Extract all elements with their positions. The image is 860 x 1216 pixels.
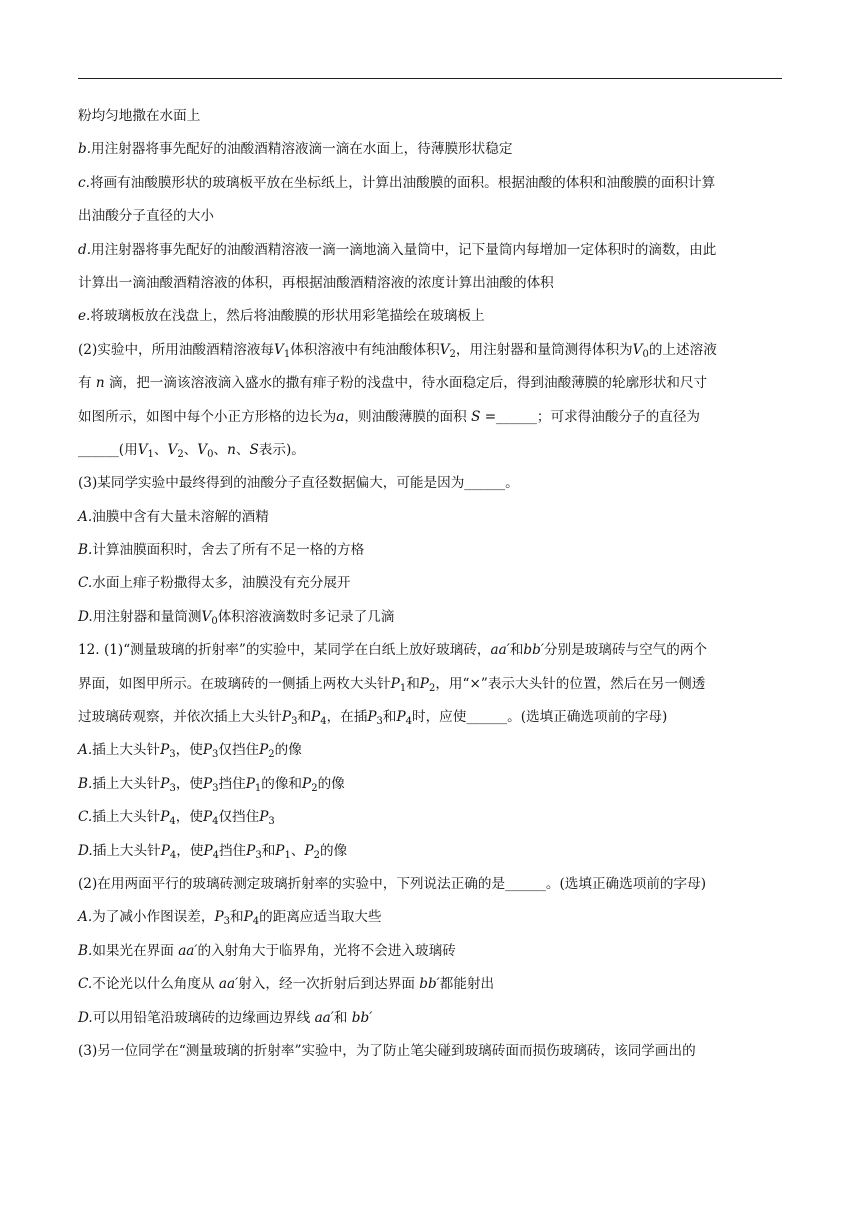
option-label: C. — [78, 809, 93, 826]
q12-text: ，在插 — [326, 709, 368, 726]
var-p: P — [160, 809, 170, 826]
var-n: n — [227, 441, 236, 458]
option-text: 挡住 — [218, 842, 247, 859]
q3-text: (3)某同学实验中最终得到的油酸分子直径数据偏大，可能是因为 — [78, 475, 465, 492]
option-text: ，使 — [175, 742, 203, 759]
option-text: 仅挡住 — [218, 809, 260, 826]
var-p: P — [160, 842, 170, 859]
q2-text: 滴，把一滴该溶液滴入盛水的撒有痱子粉的浅盘中，待水面稳定后，得到油酸薄膜的轮廓形状和尺寸 — [109, 375, 708, 392]
var-p: P — [246, 842, 256, 859]
sub-3: 3 — [169, 782, 176, 794]
sub-0: 0 — [207, 448, 214, 460]
header-rule — [78, 78, 782, 79]
var-p: P — [203, 842, 213, 859]
var-p: P — [245, 775, 255, 792]
q2-text: 有 — [78, 375, 92, 392]
option-text: 的像和 — [261, 775, 303, 792]
q12-text: 和 — [406, 675, 420, 692]
var-a: a — [336, 408, 345, 425]
sub-0: 0 — [642, 348, 649, 360]
option-text: 插上大头针 — [92, 775, 161, 792]
option-label: D. — [78, 608, 93, 625]
q2-text: (用 — [118, 441, 138, 458]
var-p: P — [202, 742, 212, 759]
option-text: 和 — [333, 1009, 352, 1026]
option-text: 不论光以什么角度从 — [92, 976, 219, 993]
q12-text: 过玻璃砖观察，并依次插上大头针 — [78, 709, 282, 726]
sub-3: 3 — [212, 782, 219, 794]
step-label: b. — [78, 141, 92, 158]
option-text: 如果光在界面 — [92, 942, 179, 959]
option-text: ，使 — [175, 775, 203, 792]
q12-text: ，用“×”表示大头针的位置，然后在另一侧透 — [435, 675, 706, 692]
sub-1: 1 — [283, 348, 291, 360]
q12-line-1 — [78, 640, 784, 660]
var-s: S — [471, 408, 481, 425]
option-text: 的像 — [319, 842, 348, 859]
answer-blank[interactable]: ______ — [505, 875, 546, 892]
var-p: P — [367, 709, 377, 726]
q12-2-option-b[interactable] — [78, 941, 784, 961]
option-c[interactable] — [78, 573, 784, 593]
option-text: 用注射器和量筒测 — [92, 608, 202, 625]
q2-line-3 — [78, 407, 784, 427]
sub-1: 1 — [147, 448, 154, 460]
var-s: S — [249, 441, 259, 458]
q2-text: ，用注射器和量筒测得体积为 — [455, 341, 633, 358]
sub-4: 4 — [212, 849, 219, 861]
option-text: 计算油膜面积时，舍去了所有不足一格的方格 — [92, 542, 365, 559]
q2-text: 如图所示，如图中每个小正方形格的边长为 — [78, 408, 337, 425]
sub-3: 3 — [268, 816, 275, 828]
sub-3: 3 — [291, 716, 298, 728]
q2-text: 表示)。 — [258, 441, 305, 458]
text-line: 计算出一滴油酸酒精溶液的体积，再根据油酸酒精溶液的浓度计算出油酸的体积 — [78, 274, 554, 291]
step-text: 用注射器将事先配好的油酸酒精溶液一滴一滴地滴入量筒中，记下量筒内每增加一定体积时的滴数，由此 — [91, 241, 717, 258]
q12-line-2 — [78, 674, 784, 694]
q2-text: 体积溶液中有纯油酸体积 — [290, 341, 440, 358]
sep: 、 — [235, 441, 250, 458]
option-text: 仅挡住 — [218, 742, 260, 759]
var-bb: bb′ — [351, 1009, 373, 1026]
var-p: P — [259, 809, 269, 826]
option-text: 插上大头针 — [92, 842, 161, 859]
sep: 、 — [153, 441, 168, 458]
var-v0: V — [201, 608, 212, 625]
q12-3-stem: (3)另一位同学在“测量玻璃的折射率”实验中，为了防止笔尖碰到玻璃砖面而损伤玻璃砖，该同学画出的 — [78, 1042, 696, 1059]
sub-2: 2 — [449, 348, 456, 360]
var-v2: V — [167, 441, 178, 458]
option-text: 油膜中含有大量未溶解的酒精 — [92, 508, 269, 525]
sub-2: 2 — [177, 448, 184, 460]
sub-3: 3 — [376, 716, 383, 728]
option-label: C. — [78, 976, 93, 993]
var-p: P — [259, 742, 269, 759]
option-label: D. — [78, 1009, 93, 1026]
q12-2-text: 。(选填正确选项前的字母) — [545, 875, 706, 892]
q12-2-option-d[interactable] — [78, 1008, 784, 1028]
q2-line-4 — [78, 440, 784, 460]
step-label: d. — [78, 241, 92, 258]
q2-text: 的上述溶液 — [648, 341, 717, 358]
option-a[interactable] — [78, 507, 784, 527]
var-p: P — [302, 775, 312, 792]
var-v0: V — [632, 341, 643, 358]
var-v0: V — [197, 441, 208, 458]
option-label: B. — [78, 942, 93, 959]
option-text: 和 — [230, 909, 244, 926]
option-text: 的像 — [317, 775, 345, 792]
q12-text: 12. (1)“测量玻璃的折射率”的实验中，某同学在白纸上放好玻璃砖， — [78, 642, 491, 659]
q3-stem — [78, 473, 784, 493]
step-text: 将玻璃板放在浅盘上，然后将油酸膜的形状用彩笔描绘在玻璃板上 — [90, 308, 485, 325]
sub-3: 3 — [169, 749, 176, 761]
q2-text: (2)实验中，所用油酸酒精溶液每 — [78, 341, 274, 358]
var-aa: aa′ — [314, 1009, 334, 1026]
var-bb: bb′ — [419, 976, 440, 993]
option-label: A. — [78, 742, 93, 759]
option-text: 插上大头针 — [92, 742, 161, 759]
step-label: e. — [78, 308, 91, 325]
q2-line-1 — [78, 340, 784, 360]
q12-option-b[interactable] — [78, 774, 784, 794]
q2-line-2 — [78, 373, 784, 393]
answer-blank[interactable]: ______ — [78, 441, 119, 458]
var-p: P — [396, 709, 406, 726]
sub-4: 4 — [405, 716, 412, 728]
var-aa: aa′ — [490, 642, 510, 659]
sub-4: 4 — [252, 916, 260, 928]
q12-text: 时，应使 — [412, 709, 467, 726]
text-line: 出油酸分子直径的大小 — [78, 208, 214, 225]
q12-text: 分别是玻璃砖与空气的两个 — [543, 642, 708, 659]
option-text: 为了减小作图误差， — [92, 909, 215, 926]
option-text: 、 — [290, 842, 305, 859]
sep: 、 — [183, 441, 198, 458]
option-text: 的入射角大于临界角，光将不会进入玻璃砖 — [197, 942, 456, 959]
q3-text: 。 — [505, 475, 519, 492]
option-text: ，使 — [176, 842, 204, 859]
step-label: c. — [78, 174, 90, 191]
option-text: 都能射出 — [439, 976, 495, 993]
step-d — [78, 240, 784, 260]
sub-2: 2 — [311, 782, 318, 794]
var-p: P — [419, 675, 429, 692]
answer-blank[interactable]: ______ — [496, 408, 537, 425]
option-label: B. — [78, 542, 93, 559]
var-p: P — [160, 775, 170, 792]
option-text: 和 — [261, 842, 276, 859]
sub-1: 1 — [284, 849, 291, 861]
var-p: P — [202, 809, 213, 826]
var-p: P — [304, 842, 314, 859]
option-d[interactable] — [78, 607, 784, 627]
option-text: 可以用铅笔沿玻璃砖的边缘画边界线 — [92, 1009, 315, 1026]
text-line: 粉均匀地撒在水面上 — [78, 108, 201, 124]
sep: 、 — [213, 441, 228, 458]
q2-text: ，则油酸薄膜的面积 — [344, 408, 467, 425]
step-text: 用注射器将事先配好的油酸酒精溶液滴一滴在水面上，待薄膜形状稳定 — [91, 141, 513, 158]
sub-4: 4 — [320, 716, 327, 728]
var-p: P — [243, 909, 253, 926]
var-v1: V — [273, 341, 284, 358]
step-c — [78, 173, 784, 193]
q12-text: 和 — [382, 709, 397, 726]
option-b[interactable] — [78, 540, 784, 560]
q2-text: ；可求得油酸分子的直径为 — [536, 408, 701, 425]
q12-2-option-a[interactable] — [78, 907, 784, 927]
var-p: P — [281, 709, 292, 726]
option-text: 水面上痱子粉撒得太多，油膜没有充分展开 — [92, 575, 351, 592]
var-p: P — [160, 742, 170, 759]
q12-2-text: (2)在用两面平行的玻璃砖测定玻璃折射率的实验中，下列说法正确的是 — [78, 875, 506, 892]
sub-4: 4 — [169, 816, 176, 828]
step-text: 将画有油酸膜形状的玻璃板平放在坐标纸上，计算出油酸膜的面积。根据油酸的体积和油酸膜的面积计算 — [89, 174, 716, 191]
sub-1: 1 — [254, 782, 262, 794]
sub-4: 4 — [169, 849, 177, 861]
option-label: B. — [78, 775, 93, 792]
sub-3: 3 — [255, 849, 262, 861]
var-p: P — [311, 709, 321, 726]
option-text: 挡住 — [218, 775, 246, 792]
option-text: 体积溶液滴数时多记录了几滴 — [217, 608, 395, 625]
step-e — [78, 306, 784, 326]
sub-3: 3 — [211, 749, 219, 761]
document-body — [78, 106, 784, 1074]
step-b — [78, 139, 784, 159]
option-label: D. — [78, 842, 93, 859]
option-text: 射入，经一次折射后到达界面 — [238, 976, 420, 993]
sub-3: 3 — [223, 916, 231, 928]
option-label: A. — [78, 909, 93, 926]
sub-1: 1 — [399, 682, 407, 694]
option-label: C. — [78, 575, 93, 592]
equals: = — [480, 408, 497, 425]
var-aa: aa′ — [218, 976, 239, 993]
answer-blank[interactable]: ______ — [466, 709, 508, 726]
var-p: P — [214, 909, 224, 926]
option-text: ，使 — [175, 809, 203, 826]
var-n: n — [95, 375, 105, 392]
option-text: 插上大头针 — [92, 809, 161, 826]
var-bb: bb′ — [523, 642, 544, 659]
var-p: P — [275, 842, 285, 859]
sub-2: 2 — [313, 849, 320, 861]
option-text: 的距离应适当取大些 — [259, 909, 382, 926]
q12-text: 。(选填正确选项前的字母) — [507, 709, 668, 726]
option-text: 的像 — [274, 742, 302, 759]
var-v1: V — [137, 441, 148, 458]
q12-text: 界面，如图甲所示。在玻璃砖的一侧插上两枚大头针 — [78, 675, 391, 692]
q12-2-stem — [78, 874, 784, 894]
q12-2-option-c[interactable] — [78, 974, 784, 994]
var-aa: aa′ — [178, 942, 198, 959]
q12-text: 和 — [297, 709, 312, 726]
sub-2: 2 — [268, 749, 275, 761]
answer-blank[interactable]: ______ — [464, 475, 506, 492]
option-label: A. — [78, 508, 93, 525]
sub-4: 4 — [212, 816, 219, 828]
sub-2: 2 — [428, 682, 436, 694]
q12-line-3 — [78, 707, 784, 727]
sub-0: 0 — [211, 615, 218, 627]
q12-option-d[interactable] — [78, 841, 784, 861]
var-v2: V — [439, 341, 450, 358]
q12-option-c[interactable] — [78, 807, 784, 827]
q12-option-a[interactable] — [78, 740, 784, 760]
var-p: P — [390, 675, 400, 692]
q12-text: 和 — [509, 642, 524, 659]
var-p: P — [203, 775, 213, 792]
